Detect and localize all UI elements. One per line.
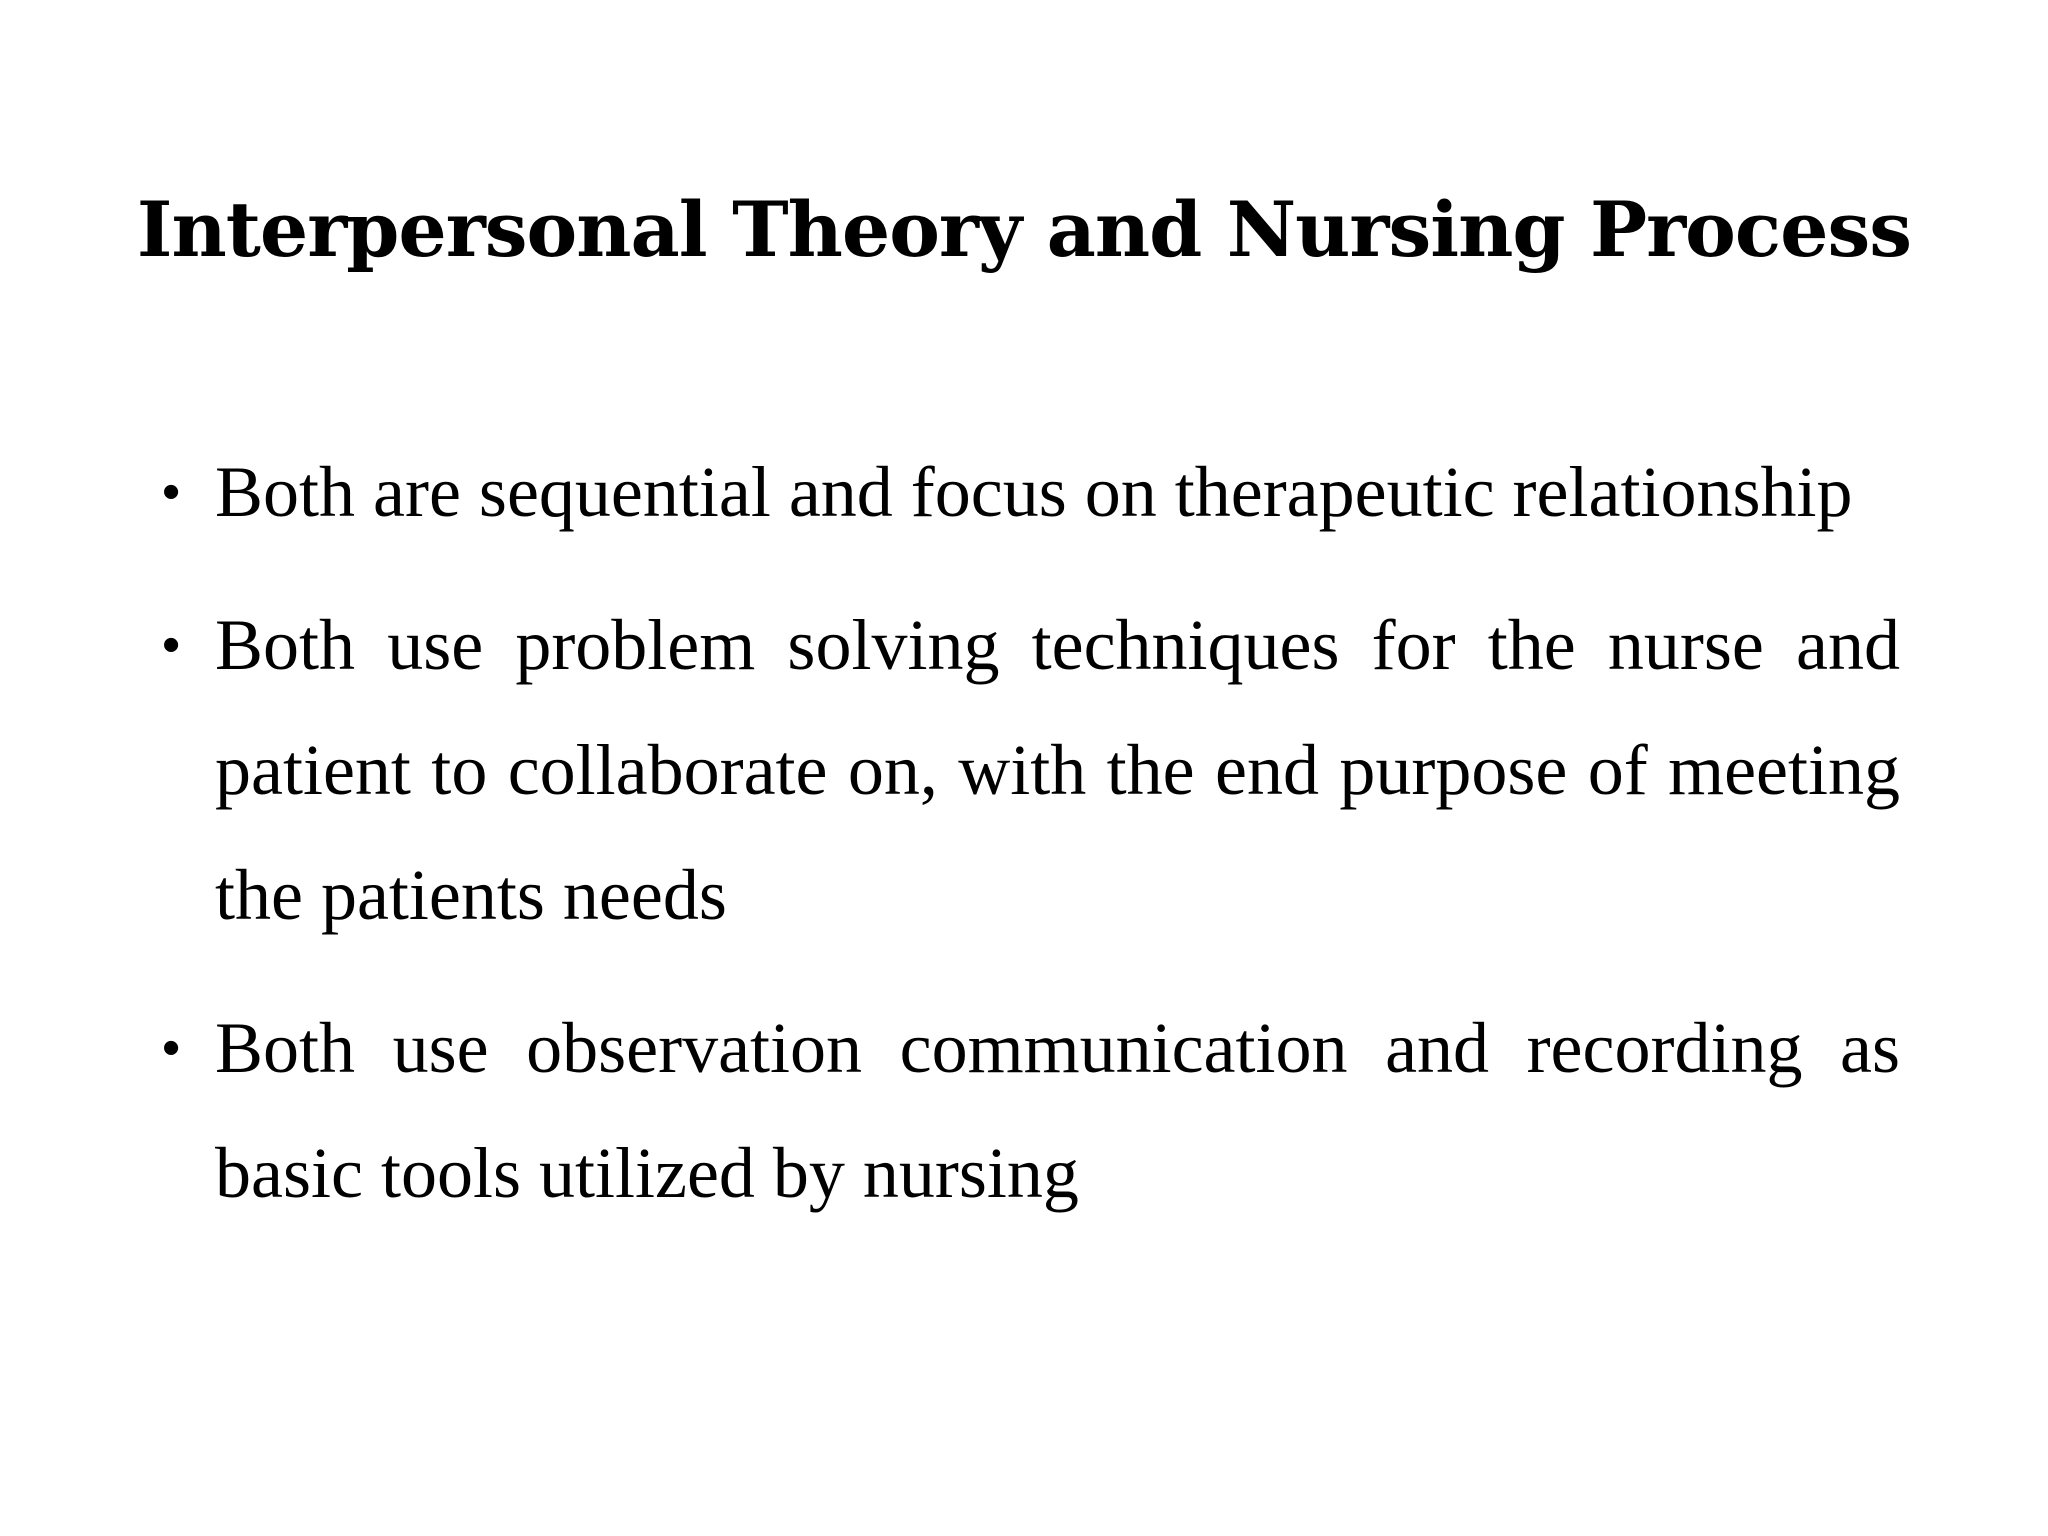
bullet-marker: •	[162, 463, 181, 521]
bullet-text: Both use problem solving techniques for the nurse and patient to collaborate on, with the end purpose of meeting the patients needs	[215, 605, 1900, 935]
bullet-item	[150, 583, 1900, 958]
bullet-text: Both are sequential and focus on therapeutic relationship	[215, 452, 1853, 532]
slide-title: Interpersonal Theory and Nursing Process	[136, 185, 1912, 274]
bullet-list	[150, 430, 1900, 1264]
bullet-text: Both use observation communication and recording as basic tools utilized by nursing	[215, 1008, 1900, 1213]
bullet-item	[150, 430, 1900, 555]
bullet-marker: •	[162, 616, 181, 674]
bullet-marker: •	[162, 1019, 181, 1077]
bullet-item	[150, 986, 1900, 1236]
